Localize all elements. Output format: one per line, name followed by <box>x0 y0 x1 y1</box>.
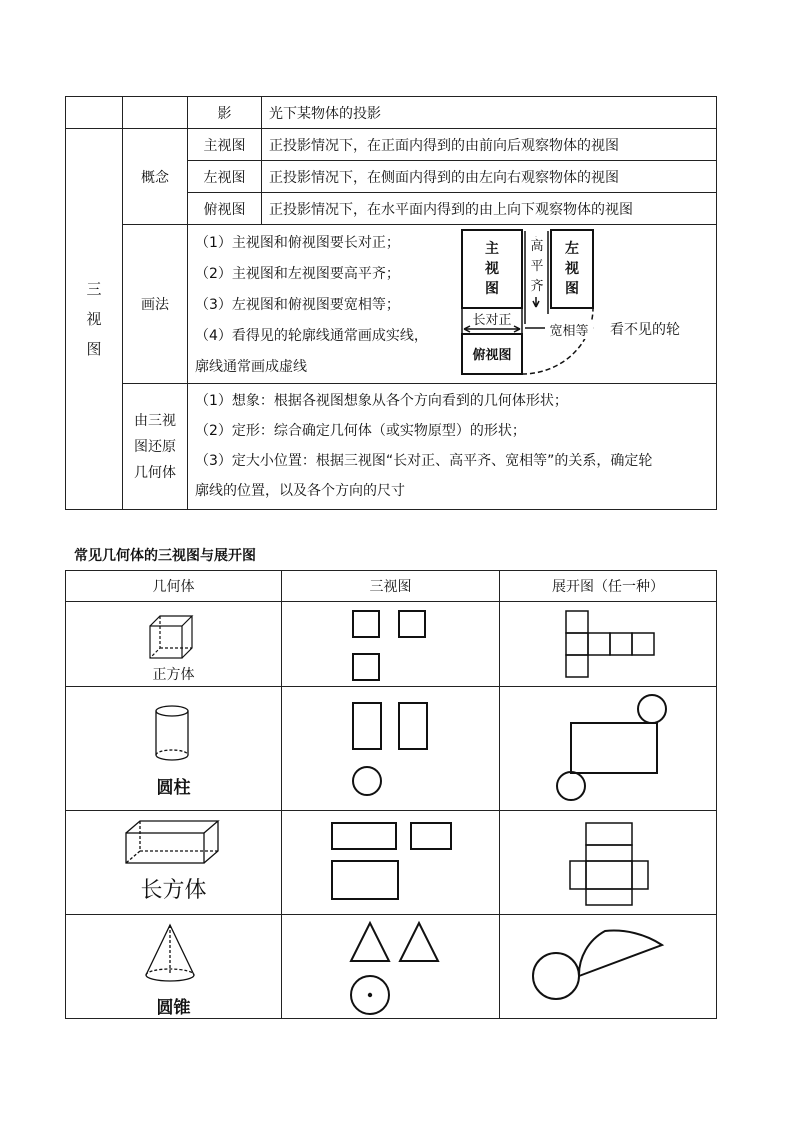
solid-cuboid-label: 长方体 <box>140 878 207 903</box>
cuboid-views-cell <box>282 811 500 915</box>
method-line-1: （1）主视图和俯视图要长对正； <box>195 235 400 251</box>
group-three-views <box>66 129 123 510</box>
cuboid-net-cell <box>500 811 717 915</box>
def-ying: 光下某物体的投影 <box>262 97 717 129</box>
cube-views-cell <box>282 602 500 687</box>
cube-net-cell <box>500 602 717 687</box>
solid-cylinder-cell <box>66 687 282 811</box>
solid-cylinder-label: 圆柱 <box>156 778 191 798</box>
restore-label-cell <box>123 384 188 510</box>
solid-cone-cell <box>66 915 282 1019</box>
diagram-height-label: 高平齐 <box>530 237 544 297</box>
cylinder-net <box>500 687 718 811</box>
restore-line-1: （1）想象：根据各视图想象从各个方向看到的几何体形状； <box>195 393 568 409</box>
solid-cone-label: 圆锥 <box>156 998 191 1018</box>
restore-label: 由三视图还原几何体 <box>134 412 176 481</box>
diagram-left-label: 左视图 <box>565 241 579 297</box>
solid-cube-cell <box>66 602 282 687</box>
method-line-4: （4）看得见的轮廓线通常画成实线， <box>195 328 428 344</box>
term-ying: 影 <box>188 97 262 129</box>
blank-cell <box>66 97 123 129</box>
def-left-view: 正投影情况下，在侧面内得到的由左向右观察物体的视图 <box>262 161 717 193</box>
cone-net-cell <box>500 915 717 1019</box>
cuboid-views <box>282 811 500 915</box>
method-line-3: （3）左视图和俯视图要宽相等； <box>195 297 400 313</box>
term-left-view: 左视图 <box>188 161 262 193</box>
solids-table <box>65 570 717 1019</box>
three-view-diagram <box>461 229 611 379</box>
diagram-top-label: 俯视图 <box>472 348 512 363</box>
method-line-2: （2）主视图和左视图要高平齐； <box>195 266 400 282</box>
method-line-5: 廓线通常画成虚线 <box>195 359 307 375</box>
cone-apex-dot <box>368 993 372 997</box>
cone-views <box>282 915 500 1019</box>
diagram-length-label: 长对正 <box>472 313 512 328</box>
diagram-main-label: 主视图 <box>485 241 499 297</box>
method-line-4-tail: 看不见的轮 <box>610 322 680 338</box>
header-three-views: 三视图 <box>282 571 500 602</box>
cube-net <box>500 602 718 687</box>
def-top-view: 正投影情况下，在水平面内得到的由上向下观察物体的视图 <box>262 193 717 225</box>
section-title: 常见几何体的三视图与展开图 <box>74 548 256 564</box>
concept-label: 概念 <box>123 129 188 225</box>
method-label: 画法 <box>123 225 188 384</box>
term-top-view: 俯视图 <box>188 193 262 225</box>
cone-views-cell <box>282 915 500 1019</box>
restore-line-4: 廓线的位置，以及各个方向的尺寸 <box>195 483 405 499</box>
cylinder-net-cell <box>500 687 717 811</box>
solid-cube-label: 正方体 <box>152 667 195 683</box>
cone-net <box>500 915 718 1019</box>
blank-cell <box>123 97 188 129</box>
header-net: 展开图（任一种） <box>500 571 717 602</box>
term-main-view: 主视图 <box>188 129 262 161</box>
three-views-table <box>65 96 717 510</box>
header-solid: 几何体 <box>66 571 282 602</box>
method-cell <box>188 225 717 384</box>
restore-cell <box>188 384 717 510</box>
def-main-view: 正投影情况下，在正面内得到的由前向后观察物体的视图 <box>262 129 717 161</box>
solid-cuboid-cell <box>66 811 282 915</box>
diagram-width-label: 宽相等 <box>545 320 593 339</box>
cuboid-net <box>500 811 718 915</box>
cylinder-views-cell <box>282 687 500 811</box>
group-label: 三视图 <box>86 280 102 358</box>
cube-views <box>282 602 500 687</box>
restore-line-2: （2）定形：综合确定几何体（或实物原型）的形状； <box>195 423 526 439</box>
restore-line-3: （3）定大小位置：根据三视图“长对正、高平齐、宽相等”的关系，确定轮 <box>195 453 653 469</box>
cylinder-views <box>282 687 500 811</box>
